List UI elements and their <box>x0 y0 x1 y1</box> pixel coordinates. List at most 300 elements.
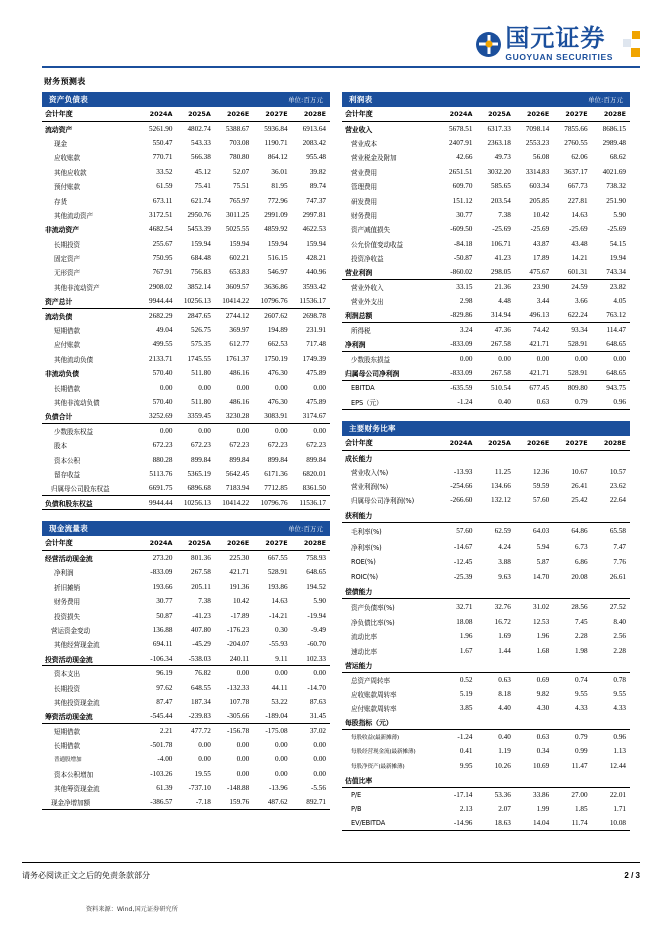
cell-2025A: -538.03 <box>176 652 214 666</box>
table-row <box>42 409 330 423</box>
cell-2025A: 526.75 <box>191 326 211 335</box>
cell-2027E: 227.81 <box>567 196 588 205</box>
cell-2025A: 4802.74 <box>187 124 211 133</box>
table-row <box>342 598 630 615</box>
cell-2028E: 19.94 <box>609 254 626 263</box>
row-label: 其他筹资现金流 <box>54 785 100 794</box>
cell-2027E: -14.21 <box>269 611 288 620</box>
table-row <box>342 644 630 658</box>
table-row <box>342 222 630 236</box>
table-row <box>342 308 630 322</box>
cell-2027E: 809.80 <box>567 383 588 392</box>
column-header-2024A: 2024A <box>438 436 476 450</box>
cell-2024A: -635.59 <box>450 383 473 392</box>
column-header-2026E: 2026E <box>515 436 553 450</box>
table-row <box>42 594 330 608</box>
cell-2027E: 4.33 <box>575 704 588 713</box>
cell-2026E: 1761.37 <box>225 354 250 363</box>
cell-2028E: -19.94 <box>307 611 326 620</box>
table-row <box>342 237 630 251</box>
cell-2028E: 892.71 <box>292 795 330 809</box>
row-label: 应收账款周转率 <box>351 690 397 699</box>
cell-2025A: 11.25 <box>494 467 511 476</box>
table-row <box>42 395 330 409</box>
column-header-2026E: 2026E <box>215 107 253 121</box>
cell-2024A: -501.78 <box>150 741 173 750</box>
cash-flow-block <box>42 521 330 810</box>
cell-2028E: 763.12 <box>592 308 630 322</box>
row-label: 应付账款 <box>54 341 80 350</box>
cell-2027E: 487.62 <box>253 795 291 809</box>
column-header-year-label: 会计年度 <box>342 107 438 121</box>
cell-2026E: -17.89 <box>230 611 250 620</box>
table-row <box>42 795 330 809</box>
cell-2026E: 3011.25 <box>226 210 250 219</box>
cell-2025A: 21.36 <box>494 283 511 292</box>
cell-2028E: 738.32 <box>606 182 626 191</box>
cell-2024A: -14.67 <box>453 542 473 551</box>
cell-2025A: 684.48 <box>191 254 211 263</box>
table-row <box>42 496 330 510</box>
cell-2027E: 0.00 <box>275 427 288 436</box>
row-label: 财务费用 <box>351 211 377 220</box>
cell-2024A: -25.39 <box>453 572 473 581</box>
cell-2027E: 11.74 <box>553 816 591 830</box>
row-label: 归属母公司净利润 <box>342 366 438 380</box>
cash-flow-unit: 单位:百万元 <box>288 526 323 534</box>
key-ratios-title: 主要财务比率 <box>349 423 396 433</box>
key-ratios-table <box>342 436 630 831</box>
column-header-2025A: 2025A <box>476 107 514 121</box>
column-header-2027E: 2027E <box>553 436 591 450</box>
column-header-2028E: 2028E <box>292 536 330 550</box>
column-header-year-label: 会计年度 <box>42 536 138 550</box>
income-statement-table <box>342 107 630 410</box>
table-row <box>342 584 630 598</box>
row-label: 长期借款 <box>54 742 80 751</box>
cell-2027E: 528.91 <box>553 337 591 351</box>
row-label: P/B <box>351 804 362 813</box>
cell-2026E: 14.04 <box>515 816 553 830</box>
cell-2027E: 2.28 <box>575 632 588 641</box>
cell-2028E: 5.90 <box>313 597 326 606</box>
cell-2027E: 4859.92 <box>264 225 288 234</box>
row-label: 少数股东损益 <box>351 356 390 365</box>
row-label: 股本 <box>54 442 67 451</box>
row-label: 营业税金及附加 <box>351 154 397 163</box>
cell-2028E: 648.65 <box>306 568 326 577</box>
table-row <box>42 452 330 466</box>
cell-2027E: 662.53 <box>267 340 288 349</box>
cell-2024A: 1.96 <box>459 632 473 641</box>
cell-2026E: 2553.23 <box>525 138 550 147</box>
cell-2028E: 9.55 <box>613 689 626 698</box>
cell-2027E: 7.45 <box>575 617 588 626</box>
cell-2027E: 14.21 <box>571 254 588 263</box>
cell-2024A: 694.11 <box>152 640 173 649</box>
cell-2027E: 0.00 <box>275 669 288 678</box>
cell-2027E: 516.15 <box>267 254 288 263</box>
cell-2024A: -106.34 <box>138 652 176 666</box>
table-row <box>342 658 630 672</box>
cell-2026E: 653.83 <box>229 268 250 277</box>
cell-2027E: 1.98 <box>575 646 588 655</box>
column-header-2027E: 2027E <box>253 107 291 121</box>
table-row <box>42 337 330 351</box>
cell-2024A: -14.96 <box>438 816 476 830</box>
row-label: 利润总额 <box>342 308 438 322</box>
cell-2028E: 12.44 <box>609 761 626 770</box>
cell-2025A: 298.05 <box>476 265 514 279</box>
cell-2024A: 0.00 <box>159 383 173 392</box>
cell-2028E: 3593.42 <box>302 282 326 291</box>
row-label: 长期投资 <box>54 684 80 693</box>
cell-2026E: 5.87 <box>536 558 550 567</box>
cell-2024A: 1.67 <box>459 646 473 655</box>
cell-2026E <box>515 715 553 729</box>
cell-2027E: 476.30 <box>267 369 288 378</box>
row-label: 流动资产 <box>45 125 73 134</box>
cell-2025A: 18.63 <box>476 816 514 830</box>
column-header-year-label: 会计年度 <box>342 436 438 450</box>
cell-2028E: 475.89 <box>306 369 326 378</box>
cell-2025A: 672.23 <box>191 441 211 450</box>
cell-2027E: 14.63 <box>571 210 588 219</box>
row-label: 总资产周转率 <box>351 676 390 685</box>
page-footer <box>22 870 640 881</box>
key-ratios-block <box>342 421 630 831</box>
cell-2028E: 672.23 <box>306 441 326 450</box>
table-row <box>342 464 630 478</box>
row-label: 投资损失 <box>54 612 80 621</box>
cell-2025A: 187.34 <box>191 697 211 706</box>
cell-2024A: 273.20 <box>152 554 173 563</box>
table-row <box>42 580 330 594</box>
cell-2028E: 0.96 <box>613 733 626 742</box>
table-row <box>42 467 330 481</box>
row-label: EV/EBITDA <box>342 816 438 830</box>
cell-2027E <box>553 658 591 672</box>
table-row <box>42 136 330 150</box>
row-label: 营业收入(%) <box>351 468 389 477</box>
cell-2025A: 159.94 <box>191 239 211 248</box>
income-statement-title: 利润表 <box>349 95 373 104</box>
cell-2025A: 510.54 <box>491 383 511 392</box>
row-label: 流动负债 <box>45 312 73 321</box>
row-label: 营业收入 <box>345 125 373 134</box>
table-row <box>42 565 330 579</box>
cell-2024A: 33.52 <box>156 167 173 176</box>
table-row <box>342 380 630 394</box>
row-label: 估值比率 <box>342 773 438 787</box>
row-label: 短期借款 <box>54 727 80 736</box>
row-label: 偿债能力 <box>342 584 438 598</box>
row-label: 每股净资产(最新摊薄) <box>351 763 405 770</box>
row-label: 营运能力 <box>342 658 438 672</box>
cell-2024A: 750.95 <box>152 254 173 263</box>
cell-2028E: 2997.81 <box>302 210 326 219</box>
table-row <box>342 165 630 179</box>
table-row <box>342 366 630 380</box>
cell-2027E: 0.79 <box>575 733 588 742</box>
cell-2028E: 2989.48 <box>602 138 626 147</box>
table-row <box>342 715 630 729</box>
cell-2027E: 159.94 <box>267 239 288 248</box>
table-row <box>342 479 630 493</box>
balance-sheet-block <box>42 92 330 510</box>
cell-2028E: 8.40 <box>613 617 626 626</box>
row-label: 其他非流动负债 <box>54 399 100 407</box>
cell-2024A: 50.87 <box>156 611 173 620</box>
balance-sheet-table <box>42 107 330 510</box>
cell-2025A: 2847.65 <box>187 311 211 320</box>
cell-2027E: 0.99 <box>575 747 588 756</box>
cell-2028E: 4021.69 <box>602 167 626 176</box>
cell-2026E <box>515 773 553 787</box>
cell-2024A: 96.19 <box>156 669 173 678</box>
table-row <box>342 179 630 193</box>
cell-2026E: 159.94 <box>229 239 250 248</box>
table-row <box>342 493 630 507</box>
table-row <box>42 652 330 666</box>
cell-2026E: 0.00 <box>236 669 250 678</box>
cell-2024A: 3252.69 <box>138 409 176 423</box>
row-label: 归属母公司股东权益 <box>51 485 110 494</box>
cell-2024A: 0.00 <box>159 427 173 436</box>
column-header-2026E: 2026E <box>515 107 553 121</box>
cell-2024A: 6691.75 <box>149 484 173 493</box>
cell-2024A: -833.09 <box>150 568 173 577</box>
cell-2027E: 528.91 <box>553 366 591 380</box>
cell-2026E <box>515 658 553 672</box>
row-label: 非流动资产 <box>45 226 79 235</box>
cell-2028E: 89.74 <box>309 182 326 191</box>
cell-2025A: 5365.19 <box>187 469 211 478</box>
table-row <box>342 450 630 464</box>
cell-2027E: 0.30 <box>275 625 288 634</box>
cell-2024A <box>438 508 476 522</box>
cell-2024A: 30.77 <box>456 210 473 219</box>
cell-2025A: 6896.68 <box>187 484 211 493</box>
table-row <box>42 193 330 207</box>
cell-2025A: 1745.55 <box>187 354 211 363</box>
table-row <box>42 208 330 222</box>
cell-2025A: 19.55 <box>194 769 211 778</box>
column-header-2027E: 2027E <box>553 107 591 121</box>
column-header-2026E: 2026E <box>215 536 253 550</box>
row-label: 短期借款 <box>54 327 80 336</box>
cell-2028E: 0.96 <box>592 395 630 409</box>
cell-2027E: 1190.71 <box>264 138 288 147</box>
row-label: 折旧摊销 <box>54 583 80 592</box>
cell-2028E: 6913.64 <box>302 124 326 133</box>
row-label: 每股收益(最新摊薄) <box>351 735 400 742</box>
income-statement-header <box>342 92 630 107</box>
cell-2024A: 0.00 <box>459 355 473 364</box>
cell-2025A: 132.12 <box>491 496 511 505</box>
cell-2028E: 87.63 <box>309 697 326 706</box>
cell-2027E: 3637.17 <box>564 167 588 176</box>
cell-2026E: -176.23 <box>227 625 250 634</box>
table-row <box>42 251 330 265</box>
footer-page-number: 2 / 3 <box>624 871 640 880</box>
cell-2026E: 612.77 <box>229 340 250 349</box>
row-label: 资本公积 <box>54 456 80 465</box>
cell-2028E: 10.57 <box>609 467 626 476</box>
cell-2026E: 421.71 <box>515 337 553 351</box>
table-row <box>42 308 330 322</box>
cell-2028E: 22.64 <box>609 496 626 505</box>
cell-2028E: 65.58 <box>609 526 626 535</box>
cell-2024A: 5261.90 <box>149 124 173 133</box>
cell-2026E: 59.59 <box>533 482 550 491</box>
cell-2024A: 2651.51 <box>449 167 473 176</box>
cell-2028E: 114.47 <box>606 326 626 335</box>
cell-2027E: 36.01 <box>271 167 288 176</box>
table-row <box>342 136 630 150</box>
cell-2028E: 251.90 <box>606 196 626 205</box>
cell-2025A: 477.72 <box>191 726 211 735</box>
cell-2026E: 486.16 <box>229 398 250 406</box>
cell-2025A: 41.23 <box>494 254 511 263</box>
table-row <box>42 781 330 795</box>
cell-2026E: 421.71 <box>515 366 553 380</box>
cell-2025A: 3359.45 <box>176 409 214 423</box>
cell-2028E: 475.89 <box>306 398 326 406</box>
cell-2025A: -45.29 <box>192 640 211 649</box>
table-row <box>342 337 630 351</box>
cell-2024A: 0.52 <box>459 675 473 684</box>
cell-2024A: -1.24 <box>457 733 473 742</box>
row-label: 资产总计 <box>42 294 138 308</box>
cell-2026E: 191.36 <box>229 582 250 591</box>
cell-2024A: -103.26 <box>150 769 173 778</box>
row-label: 财务费用 <box>54 598 80 607</box>
balance-sheet-unit: 单位:百万元 <box>288 97 323 104</box>
logo-name-en: GUOYUAN SECURITIES <box>505 52 613 63</box>
cell-2025A: 899.84 <box>191 455 211 464</box>
cell-2026E: -25.69 <box>530 225 550 234</box>
row-label: 负债合计 <box>42 409 138 423</box>
cell-2028E: 440.96 <box>306 268 326 277</box>
cell-2024A: 2908.02 <box>149 282 173 291</box>
row-label: 投资活动现金流 <box>42 652 138 666</box>
row-label: 资本公积增加 <box>54 770 93 779</box>
cell-2024A: 97.62 <box>156 683 173 692</box>
cell-2028E: 1.71 <box>613 804 626 813</box>
cell-2027E: 43.48 <box>571 239 588 248</box>
cell-2024A: 770.71 <box>152 153 173 162</box>
cell-2027E: -175.08 <box>265 726 288 735</box>
cell-2027E <box>553 508 591 522</box>
cell-2024A: 33.15 <box>456 283 473 292</box>
cell-2026E: 3230.28 <box>215 409 253 423</box>
cell-2026E: 5.94 <box>536 542 550 551</box>
cell-2028E: 159.94 <box>306 239 326 248</box>
table-row <box>42 608 330 622</box>
cell-2025A: 3032.20 <box>487 167 511 176</box>
table-row <box>342 395 630 409</box>
row-label: 无形资产 <box>54 269 80 278</box>
cell-2025A: 648.55 <box>191 683 211 692</box>
cell-2028E: 0.00 <box>313 755 326 764</box>
cell-2024A: 18.08 <box>456 617 473 626</box>
cell-2026E: -204.07 <box>227 640 250 649</box>
cell-2024A: 672.23 <box>152 441 173 450</box>
cell-2027E <box>553 450 591 464</box>
table-row <box>42 724 330 738</box>
cell-2027E <box>553 773 591 787</box>
cell-2025A: 106.71 <box>491 239 511 248</box>
cell-2028E: -5.56 <box>311 784 326 793</box>
cell-2024A: -545.44 <box>138 709 176 723</box>
row-label: 现金 <box>54 139 67 148</box>
row-label: 长期投资 <box>54 240 80 249</box>
cell-2027E: 14.63 <box>271 597 288 606</box>
cell-2027E: 0.74 <box>575 675 588 684</box>
income-statement-block <box>342 92 630 410</box>
row-label: 公允价值变动收益 <box>351 240 403 249</box>
cell-2028E: 27.52 <box>609 602 626 611</box>
cell-2027E: 0.00 <box>275 383 288 392</box>
cell-2028E: 39.82 <box>309 167 326 176</box>
table-row <box>342 280 630 294</box>
cell-2025A: 0.00 <box>198 741 211 750</box>
cell-2025A: 3.88 <box>498 558 511 567</box>
cell-2025A: 543.33 <box>191 138 211 147</box>
table-row <box>42 767 330 781</box>
cell-2024A <box>438 450 476 464</box>
row-label: 营业费用 <box>351 168 377 177</box>
cell-2027E: 64.86 <box>571 526 588 535</box>
row-label: 应收账款 <box>54 154 80 163</box>
cell-2028E: 7.76 <box>613 558 626 567</box>
right-column <box>342 92 630 842</box>
cell-2027E: 25.42 <box>571 496 588 505</box>
cell-2028E: 68.62 <box>609 153 626 162</box>
cell-2028E: 2.28 <box>613 646 626 655</box>
cell-2024A: 255.67 <box>152 239 173 248</box>
cell-2027E: 194.89 <box>267 326 288 335</box>
column-header-2028E: 2028E <box>292 107 330 121</box>
cell-2024A: 3172.51 <box>149 210 173 219</box>
cell-2028E: 1749.39 <box>302 354 326 363</box>
cell-2026E: 107.78 <box>229 697 250 706</box>
cell-2028E: 4.33 <box>613 704 626 713</box>
table-row <box>42 551 330 565</box>
table-row <box>42 438 330 452</box>
row-label: 资产负债率(%) <box>351 603 395 612</box>
table-row <box>42 323 330 337</box>
table-row <box>42 237 330 251</box>
row-label: 资产减值损失 <box>351 226 390 235</box>
table-header-row <box>342 107 630 121</box>
cell-2028E: 22.01 <box>609 790 626 799</box>
cell-2028E: 102.33 <box>292 652 330 666</box>
cell-2024A: 570.40 <box>152 398 173 406</box>
row-label: 营运资金变动 <box>51 626 90 635</box>
cell-2025A: 1.44 <box>498 646 511 655</box>
cell-2025A: 0.00 <box>498 355 511 364</box>
table-row <box>42 695 330 709</box>
cell-2026E: 1.96 <box>536 632 550 641</box>
column-header-2025A: 2025A <box>176 536 214 550</box>
table-row <box>42 752 330 766</box>
cell-2027E: 62.06 <box>571 153 588 162</box>
cell-2024A: 673.11 <box>152 196 173 205</box>
cell-2027E: 6.86 <box>575 558 588 567</box>
row-label: 负债和股东权益 <box>42 496 138 510</box>
